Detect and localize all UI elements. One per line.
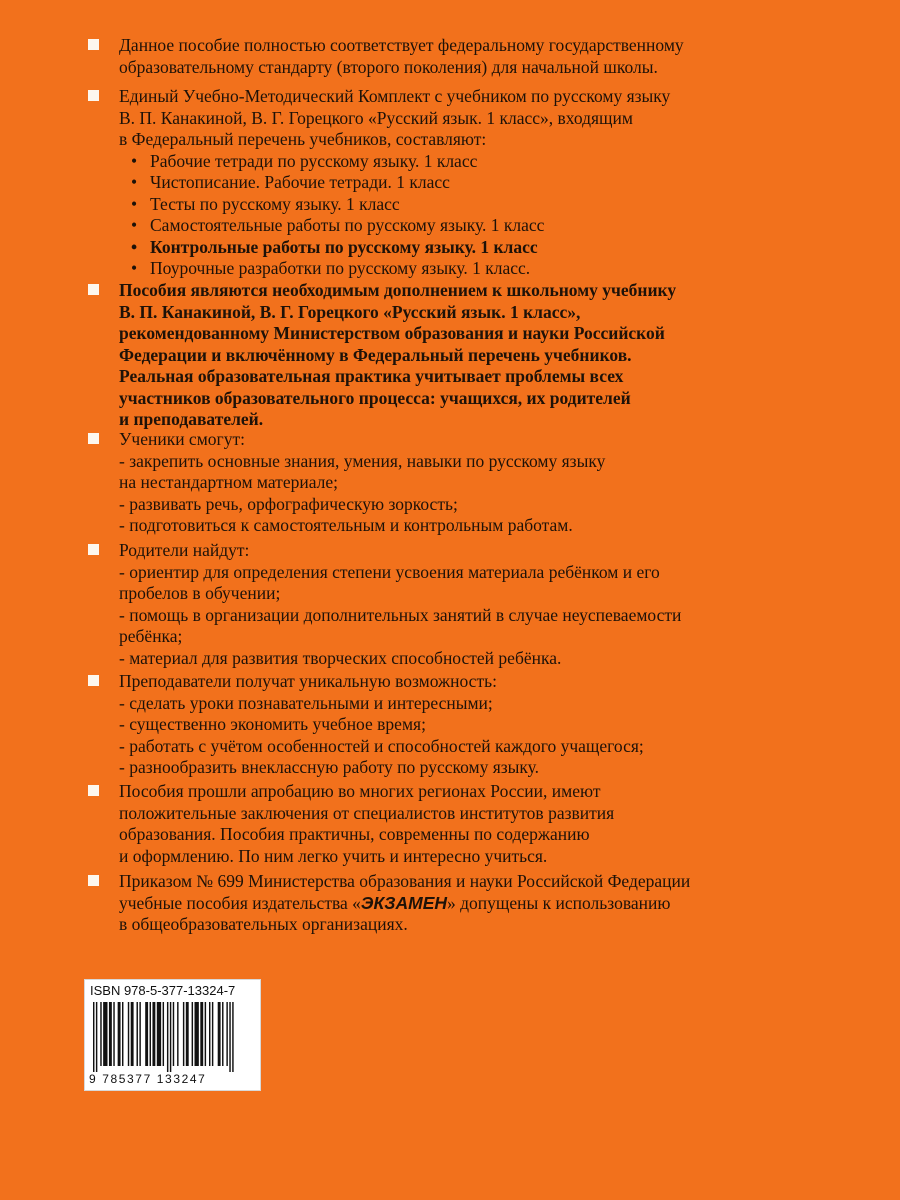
text-line: рекомендованному Министерством образования и науки Российской [119, 323, 665, 343]
square-bullet-icon [88, 284, 99, 295]
isbn-number: ISBN 978-5-377-13324-7 [90, 983, 236, 998]
text-line: Данное пособие полностью соответствует федеральному государственному [119, 35, 684, 55]
text-line: - закрепить основные знания, умения, навыки по русскому языку [119, 450, 606, 471]
square-bullet-icon [88, 675, 99, 686]
list-item-highlighted: • Контрольные работы по русскому языку. 1 класс [119, 237, 868, 259]
barcode-icon [91, 1002, 253, 1072]
text-fragment: » допущены к использованию [447, 892, 671, 913]
barcode-bar [163, 1002, 164, 1066]
barcode-bar [170, 1002, 171, 1072]
barcode-bar [93, 1002, 94, 1072]
barcode-bar [145, 1002, 148, 1066]
barcode-bar [118, 1002, 121, 1066]
barcode-bar [222, 1002, 223, 1066]
text-line [119, 893, 868, 915]
square-bullet-icon [88, 785, 99, 796]
text-line: - работать с учётом особенностей и способностей каждого учащегося; [119, 735, 644, 756]
text-line: образования. Пособия практичны, современны по содержанию [119, 824, 590, 844]
paragraph-students [88, 429, 868, 537]
barcode-bar [139, 1002, 140, 1066]
list-item: • Тесты по русскому языку. 1 класс [119, 194, 868, 216]
barcode-bar [205, 1002, 206, 1066]
barcode-bar [186, 1002, 189, 1066]
paragraph-supplement-bold [88, 280, 868, 431]
text-line: Приказом № 699 Министерства образования и науки Российской Федерации [119, 871, 691, 891]
barcode-bar [103, 1002, 107, 1066]
text-line: - материал для развития творческих способностей ребёнка. [119, 647, 562, 668]
barcode-bar [137, 1002, 138, 1066]
text-line: положительные заключения от специалистов институтов развития [119, 802, 615, 823]
text-line: Ученики смогут: [119, 429, 245, 449]
text-line: - развивать речь, орфографическую зоркость; [119, 493, 458, 514]
barcode-bar [131, 1002, 134, 1066]
barcode-bar [128, 1002, 129, 1066]
text-line: Пособия являются необходимым дополнением к школьному учебнику [119, 280, 677, 300]
text-line: - разнообразить внеклассную работу по русскому языку. [119, 757, 540, 777]
text-line: пробелов в обучении; [119, 583, 281, 603]
barcode-bar [177, 1002, 178, 1066]
text-line: - существенно экономить учебное время; [119, 714, 426, 734]
text-line: В. П. Канакиной, В. Г. Горецкого «Русский язык. 1 класс», [119, 301, 581, 322]
barcode-bar [183, 1002, 184, 1066]
barcode-bar [113, 1002, 114, 1066]
barcode-bar [152, 1002, 155, 1066]
list-item: • Самостоятельные работы по русскому языку. 1 класс [119, 215, 868, 237]
text-line: - помощь в организации дополнительных занятий в случае неуспеваемости [119, 604, 682, 625]
text-line: в Федеральный перечень учебников, составляют: [119, 129, 487, 149]
text-line: - сделать уроки познавательными и интересными; [119, 692, 493, 713]
square-bullet-icon [88, 39, 99, 50]
square-bullet-icon [88, 544, 99, 555]
barcode-bar [229, 1002, 230, 1072]
barcode-bar [212, 1002, 213, 1066]
text-line: В. П. Канакиной, В. Г. Горецкого «Русский язык. 1 класс», входящим [119, 107, 633, 128]
text-line: Родители найдут: [119, 540, 250, 560]
text-line: в общеобразовательных организациях. [119, 914, 408, 934]
list-item: • Чистописание. Рабочие тетради. 1 класс [119, 172, 868, 194]
paragraph-standard-compliance [88, 35, 868, 78]
workbook-list [119, 151, 868, 280]
text-line: и преподавателей. [119, 409, 264, 429]
square-bullet-icon [88, 875, 99, 886]
barcode-bar [96, 1002, 97, 1072]
paragraph-ministry-order [88, 871, 868, 936]
barcode-bar [209, 1002, 210, 1066]
text-line: Преподаватели получат уникальную возможность: [119, 671, 497, 691]
barcode-bar [192, 1002, 193, 1066]
text-line: участников образовательного процесса: учащихся, их родителей [119, 387, 631, 408]
barcode-bar [150, 1002, 151, 1066]
barcode-bar [226, 1002, 227, 1066]
text-line: - подготовиться к самостоятельным и контрольным работам. [119, 515, 573, 535]
text-line: и оформлению. По ним легко учить и интересно учиться. [119, 845, 548, 866]
barcode-bar [157, 1002, 161, 1066]
ean-digits: 9 785377 133247 [89, 1072, 207, 1086]
barcode-bar [100, 1002, 101, 1066]
barcode-bar [173, 1002, 174, 1066]
text-line: образовательному стандарту (второго поколения) для начальной школы. [119, 56, 658, 77]
text-line: Федерации и включённому в Федеральный перечень учебников. [119, 344, 632, 365]
paragraph-umk-composition [88, 86, 868, 280]
barcode-bar [232, 1002, 233, 1072]
text-line: ребёнка; [119, 626, 183, 646]
text-line: - ориентир для определения степени усвоения материала ребёнком и его [119, 561, 660, 582]
barcode-bar [122, 1002, 123, 1066]
barcode-bar [195, 1002, 199, 1066]
text-line: на нестандартном материале; [119, 472, 338, 492]
text-fragment: учебные пособия издательства « [119, 892, 361, 913]
publisher-brand: ЭКЗАМЕН [360, 892, 448, 913]
text-line: Реальная образовательная практика учитывает проблемы всех [119, 366, 624, 386]
barcode-bar [167, 1002, 168, 1072]
list-item: • Поурочные разработки по русскому языку. 1 класс. [119, 258, 868, 280]
barcode-bar [200, 1002, 203, 1066]
text-line: Единый Учебно-Методический Комплект с учебником по русскому языку [119, 86, 671, 106]
paragraph-approbation [88, 781, 868, 867]
square-bullet-icon [88, 90, 99, 101]
text-line: Пособия прошли апробацию во многих регионах России, имеют [119, 781, 601, 801]
barcode-bar [218, 1002, 221, 1066]
square-bullet-icon [88, 433, 99, 444]
barcode-bar [109, 1002, 112, 1066]
isbn-barcode-block [84, 979, 261, 1091]
paragraph-teachers [88, 671, 868, 779]
list-item: • Рабочие тетради по русскому языку. 1 класс [119, 151, 868, 173]
paragraph-parents [88, 540, 868, 669]
